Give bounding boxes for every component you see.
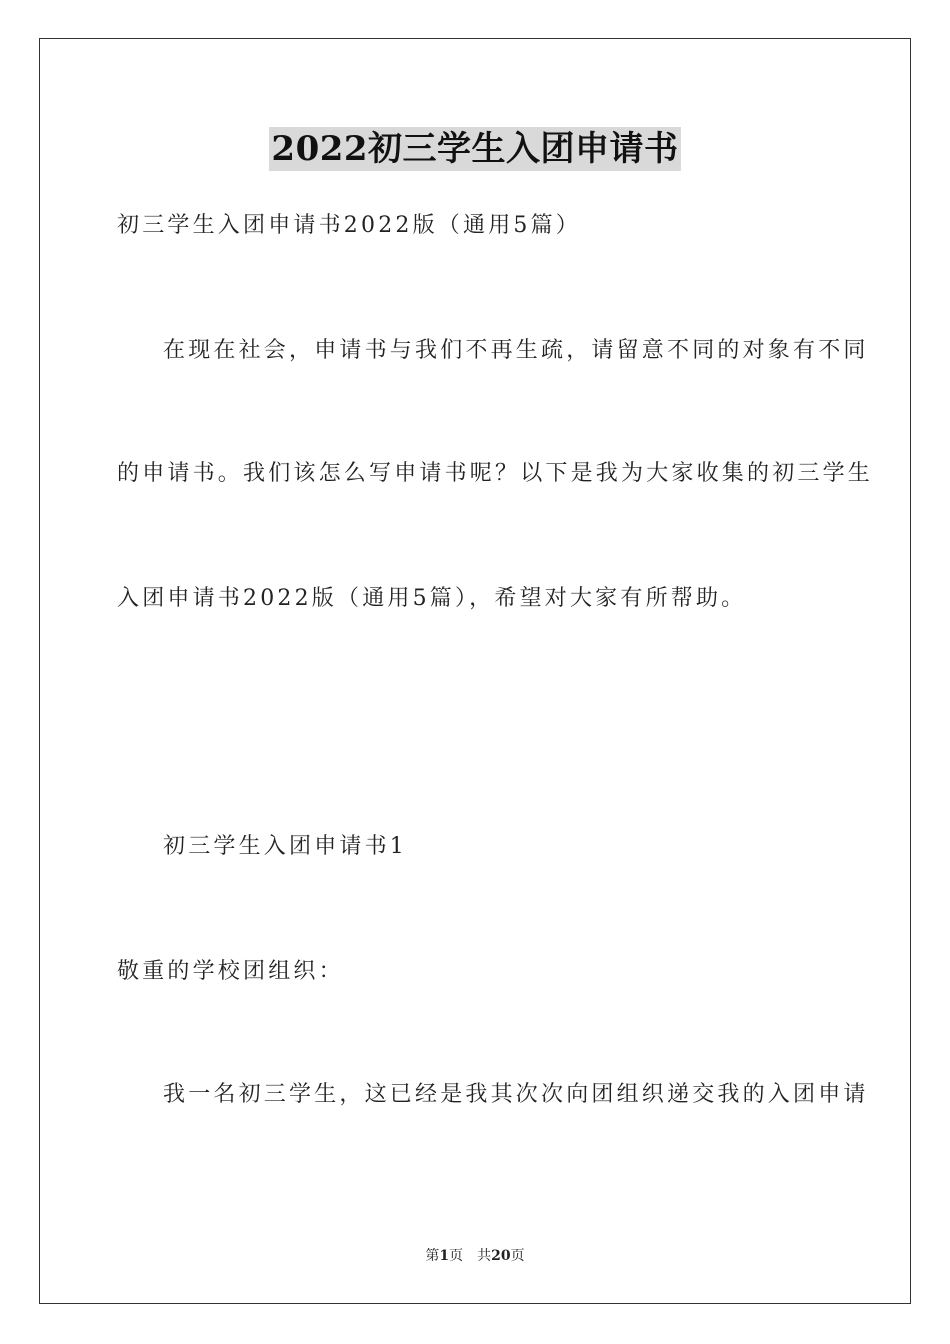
intro-paragraph-line-3: 入团申请书2022版（通用5篇），希望对大家有所帮助。 <box>117 586 747 611</box>
intro-paragraph-line-1: 在现在社会，申请书与我们不再生疏，请留意不同的对象有不同 <box>163 338 869 363</box>
section-heading: 初三学生入团申请书1 <box>163 834 407 859</box>
document-subtitle: 初三学生入团申请书2022版（通用5篇） <box>117 213 581 238</box>
footer-page-suffix: 页 <box>449 1248 464 1264</box>
document-title: 2022初三学生入团申请书 <box>271 129 679 169</box>
body-paragraph-line-1: 我一名初三学生，这已经是我其次次向团组织递交我的入团申请 <box>163 1082 869 1107</box>
footer-page-prefix: 第 <box>425 1248 440 1264</box>
title-container <box>0 127 950 171</box>
footer-total-suffix: 页 <box>510 1248 525 1264</box>
intro-paragraph-line-2: 的申请书。我们该怎么写申请书呢？以下是我为大家收集的初三学生 <box>117 461 874 486</box>
footer-total-prefix: 共 <box>477 1248 492 1264</box>
page-footer <box>0 1246 950 1266</box>
salutation: 敬重的学校团组织： <box>117 959 344 984</box>
footer-page-number: 1 <box>439 1248 450 1264</box>
footer-total-pages: 20 <box>491 1248 511 1264</box>
